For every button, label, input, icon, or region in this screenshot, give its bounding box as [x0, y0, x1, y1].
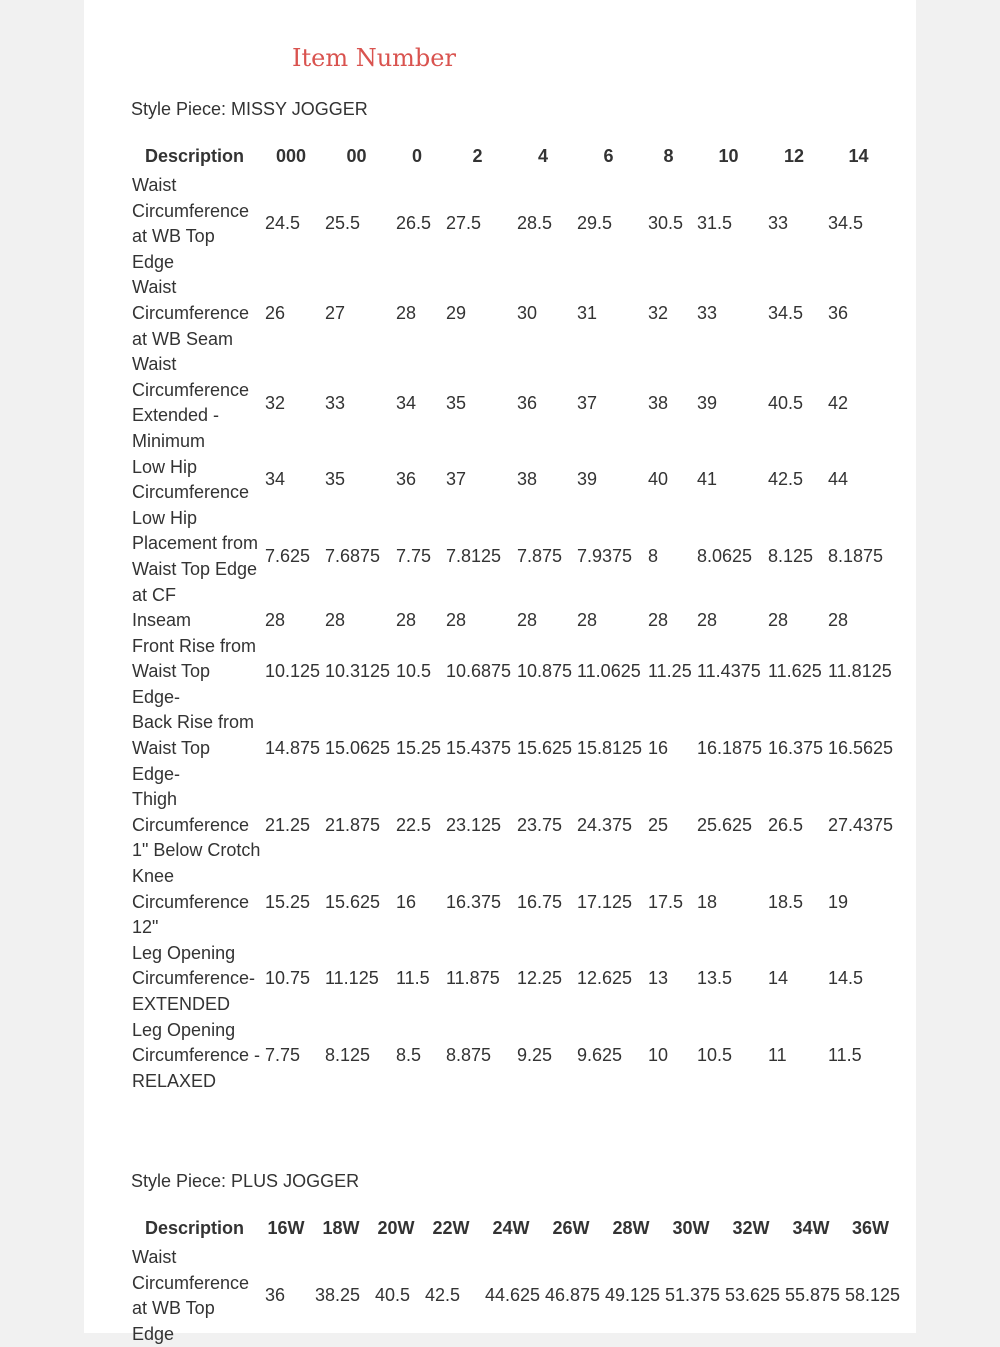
measurement-value: 51.375: [665, 1285, 721, 1306]
style-piece-label-missy: Style Piece: MISSY JOGGER: [131, 99, 368, 119]
measurement-description: Front Rise from Waist Top Edge-: [132, 635, 257, 707]
column-header-size: 6: [603, 145, 614, 166]
measurement-value: 11.0625: [577, 661, 641, 682]
measurement-value: 15.625: [517, 738, 573, 759]
measurement-value: 27.5: [446, 213, 482, 234]
measurement-value: 16: [396, 891, 417, 912]
measurement-value: 16.1875: [697, 738, 763, 759]
table-row: [128, 506, 893, 608]
measurement-value: 34.5: [768, 302, 804, 323]
measurement-value: 35: [446, 392, 467, 413]
measurement-value: 16.375: [768, 738, 824, 759]
column-header-description: Description: [144, 1217, 245, 1238]
measurement-value: 7.9375: [577, 546, 633, 567]
measurement-description: Low Hip Placement from Waist Top Edge at CF: [132, 507, 259, 605]
column-header-size: 12: [783, 145, 805, 166]
measurement-value: 18: [697, 891, 718, 912]
measurement-value: 11.4375: [697, 661, 761, 682]
measurement-description: Waist Circumference at WB Top Edge: [132, 175, 250, 272]
measurement-value: 11.5: [828, 1045, 862, 1066]
measurement-value: 28: [648, 610, 669, 631]
measurement-value: 8.0625: [697, 546, 753, 567]
table-row: [128, 1018, 893, 1095]
table-row: [128, 634, 893, 711]
table-row: [128, 787, 893, 864]
measurement-value: 10.5: [697, 1045, 733, 1066]
measurement-value: 25.625: [697, 814, 753, 835]
measurement-value: 7.8125: [446, 546, 502, 567]
measurement-value: 30: [517, 302, 538, 323]
column-header-size: 0: [411, 145, 422, 166]
measurement-value: 42.5: [768, 469, 804, 490]
measurement-value: 10.5: [396, 661, 432, 682]
column-header-size: 000: [275, 145, 307, 166]
plus-jogger-size-table: [128, 1212, 900, 1347]
measurement-value: 16.5625: [828, 738, 894, 759]
table-row: [128, 173, 893, 275]
measurement-value: 44.625: [485, 1285, 541, 1306]
measurement-value: 39: [697, 392, 718, 413]
measurement-value: 28: [517, 610, 538, 631]
measurement-value: 30.5: [648, 213, 684, 234]
measurement-value: 33: [325, 392, 346, 413]
measurement-value: 15.25: [396, 738, 442, 759]
style-piece-label-plus: Style Piece: PLUS JOGGER: [131, 1171, 360, 1191]
measurement-value: 11.125: [325, 968, 379, 989]
measurement-value: 13.5: [697, 968, 733, 989]
measurement-value: 28: [577, 610, 598, 631]
measurement-value: 16.75: [517, 891, 563, 912]
table-row: [128, 710, 893, 787]
column-header-size: 18W: [322, 1217, 360, 1238]
measurement-value: 36: [396, 469, 417, 490]
column-header-size: 30W: [672, 1217, 710, 1238]
column-header-size: 16W: [267, 1217, 305, 1238]
table-row: [128, 608, 893, 634]
measurement-value: 28: [265, 610, 286, 631]
measurement-value: 23.75: [517, 814, 563, 835]
table-row: [128, 864, 893, 941]
measurement-value: 15.0625: [325, 738, 391, 759]
measurement-value: 14.5: [828, 968, 864, 989]
measurement-value: 10.875: [517, 661, 573, 682]
measurement-value: 24.5: [265, 213, 301, 234]
measurement-value: 28: [325, 610, 346, 631]
table-row: [128, 352, 893, 454]
column-header-description: Description: [144, 145, 245, 166]
measurement-value: 36: [265, 1285, 286, 1306]
measurement-value: 13: [648, 968, 669, 989]
column-header-size: 24W: [492, 1217, 530, 1238]
item-number-title: Item Number: [292, 44, 456, 72]
column-header-size: 22W: [432, 1217, 470, 1238]
spec-sheet: [84, 0, 916, 1344]
measurement-value: 42: [828, 392, 849, 413]
column-header-size: 14: [848, 145, 869, 166]
measurement-value: 7.6875: [325, 546, 381, 567]
measurement-value: 46.875: [545, 1285, 601, 1306]
column-header-size: 36W: [852, 1217, 890, 1238]
table-row: [128, 941, 893, 1018]
measurement-value: 33: [768, 213, 789, 234]
measurement-value: 31.5: [697, 213, 733, 234]
measurement-value: 27: [325, 302, 346, 323]
column-header-size: 28W: [612, 1217, 650, 1238]
table-header: [128, 140, 893, 173]
measurement-value: 28: [768, 610, 789, 631]
measurement-value: 21.25: [265, 814, 311, 835]
measurement-value: 21.875: [325, 814, 381, 835]
table-row: [128, 455, 893, 506]
measurement-value: 53.625: [725, 1285, 781, 1306]
measurement-value: 8.5: [396, 1045, 422, 1066]
measurement-value: 28: [396, 302, 417, 323]
measurement-value: 26.5: [396, 213, 432, 234]
measurement-value: 44: [828, 469, 849, 490]
measurement-description: Leg Opening Circumference- EXTENDED: [132, 942, 256, 1014]
measurement-value: 28: [446, 610, 467, 631]
measurement-value: 10.6875: [446, 661, 512, 682]
measurement-value: 26: [265, 302, 286, 323]
measurement-value: 37: [577, 392, 598, 413]
measurement-value: 39: [577, 469, 598, 490]
measurement-value: 36: [517, 392, 538, 413]
measurement-value: 14: [768, 968, 789, 989]
column-header-size: 8: [663, 145, 674, 166]
measurement-value: 29: [446, 302, 467, 323]
measurement-value: 10.3125: [325, 661, 391, 682]
measurement-value: 28: [697, 610, 718, 631]
measurement-description: Inseam: [132, 610, 192, 631]
column-header-size: 32W: [732, 1217, 770, 1238]
measurement-value: 28: [828, 610, 849, 631]
measurement-value: 38.25: [315, 1285, 361, 1306]
column-header-size: 20W: [377, 1217, 415, 1238]
measurement-value: 7.875: [517, 546, 563, 567]
measurement-description: Back Rise from Waist Top Edge-: [132, 712, 255, 784]
measurement-value: 38: [517, 469, 538, 490]
measurement-value: 8.875: [446, 1045, 492, 1066]
table-row: [128, 1245, 900, 1347]
measurement-value: 24.375: [577, 814, 633, 835]
measurement-value: 11.8125: [828, 661, 892, 682]
measurement-value: 38: [648, 392, 669, 413]
measurement-value: 32: [265, 392, 286, 413]
table-header: [128, 1212, 900, 1245]
column-header-size: 10: [718, 145, 739, 166]
missy-jogger-size-table: [128, 140, 893, 1094]
measurement-value: 34: [396, 392, 417, 413]
table-row: [128, 275, 893, 352]
measurement-value: 17.5: [648, 891, 684, 912]
measurement-value: 26.5: [768, 814, 804, 835]
measurement-value: 10.75: [265, 968, 311, 989]
measurement-description: Waist Circumference at WB Top Edge: [132, 1247, 250, 1344]
column-header-size: 34W: [792, 1217, 830, 1238]
measurement-value: 28: [396, 610, 417, 631]
measurement-value: 19: [828, 891, 849, 912]
measurement-value: 35: [325, 469, 346, 490]
measurement-value: 7.75: [396, 546, 432, 567]
measurement-value: 9.25: [517, 1045, 553, 1066]
table-body: [128, 1245, 900, 1347]
column-header-size: 2: [472, 145, 483, 166]
measurement-value: 15.8125: [577, 738, 643, 759]
measurement-value: 41: [697, 469, 718, 490]
measurement-value: 17.125: [577, 891, 633, 912]
measurement-value: 27.4375: [828, 814, 894, 835]
measurement-value: 9.625: [577, 1045, 623, 1066]
column-header-size: 4: [537, 145, 548, 166]
measurement-value: 33: [697, 302, 718, 323]
table-body: [128, 173, 893, 1094]
measurement-value: 31: [577, 302, 598, 323]
measurement-value: 40: [648, 469, 669, 490]
measurement-description: Waist Circumference Extended - Minimum: [132, 354, 250, 451]
measurement-value: 29.5: [577, 213, 613, 234]
measurement-value: 12.25: [517, 968, 563, 989]
measurement-value: 23.125: [446, 814, 502, 835]
measurement-value: 58.125: [845, 1285, 901, 1306]
header-row: [128, 140, 893, 173]
measurement-value: 16.375: [446, 891, 502, 912]
measurement-value: 7.75: [265, 1045, 301, 1066]
measurement-value: 8: [648, 546, 659, 567]
measurement-value: 16: [648, 738, 669, 759]
measurement-value: 8.125: [325, 1045, 371, 1066]
measurement-value: 11.5: [396, 968, 430, 989]
measurement-value: 8.125: [768, 546, 814, 567]
measurement-value: 18.5: [768, 891, 804, 912]
measurement-value: 25: [648, 814, 669, 835]
column-header-size: 00: [346, 145, 367, 166]
measurement-value: 36: [828, 302, 849, 323]
measurement-value: 32: [648, 302, 669, 323]
measurement-value: 11.625: [768, 661, 822, 682]
measurement-description: Low Hip Circumference: [132, 456, 250, 503]
column-header-size: 26W: [552, 1217, 590, 1238]
measurement-value: 15.4375: [446, 738, 512, 759]
measurement-value: 28.5: [517, 213, 553, 234]
measurement-value: 11.25: [648, 661, 692, 682]
measurement-value: 12.625: [577, 968, 633, 989]
measurement-value: 10.125: [265, 661, 321, 682]
measurement-value: 11.875: [446, 968, 500, 989]
measurement-value: 40.5: [375, 1285, 411, 1306]
measurement-value: 11: [768, 1045, 787, 1066]
measurement-value: 49.125: [605, 1285, 661, 1306]
measurement-value: 55.875: [785, 1285, 841, 1306]
measurement-value: 42.5: [425, 1285, 461, 1306]
measurement-value: 7.625: [265, 546, 311, 567]
measurement-value: 22.5: [396, 814, 432, 835]
measurement-value: 10: [648, 1045, 669, 1066]
measurement-value: 8.1875: [828, 546, 884, 567]
measurement-description: Waist Circumference at WB Seam: [132, 277, 250, 349]
measurement-description: Thigh Circumference 1" Below Crotch: [132, 789, 261, 861]
measurement-value: 34.5: [828, 213, 864, 234]
measurement-description: Leg Opening Circumference - RELAXED: [132, 1019, 261, 1091]
measurement-value: 15.25: [265, 891, 311, 912]
measurement-value: 37: [446, 469, 467, 490]
measurement-value: 40.5: [768, 392, 804, 413]
measurement-value: 25.5: [325, 213, 361, 234]
header-row: [128, 1212, 900, 1245]
measurement-value: 34: [265, 469, 286, 490]
measurement-value: 15.625: [325, 891, 381, 912]
measurement-description: Knee Circumference 12": [132, 866, 250, 938]
measurement-value: 14.875: [265, 738, 321, 759]
